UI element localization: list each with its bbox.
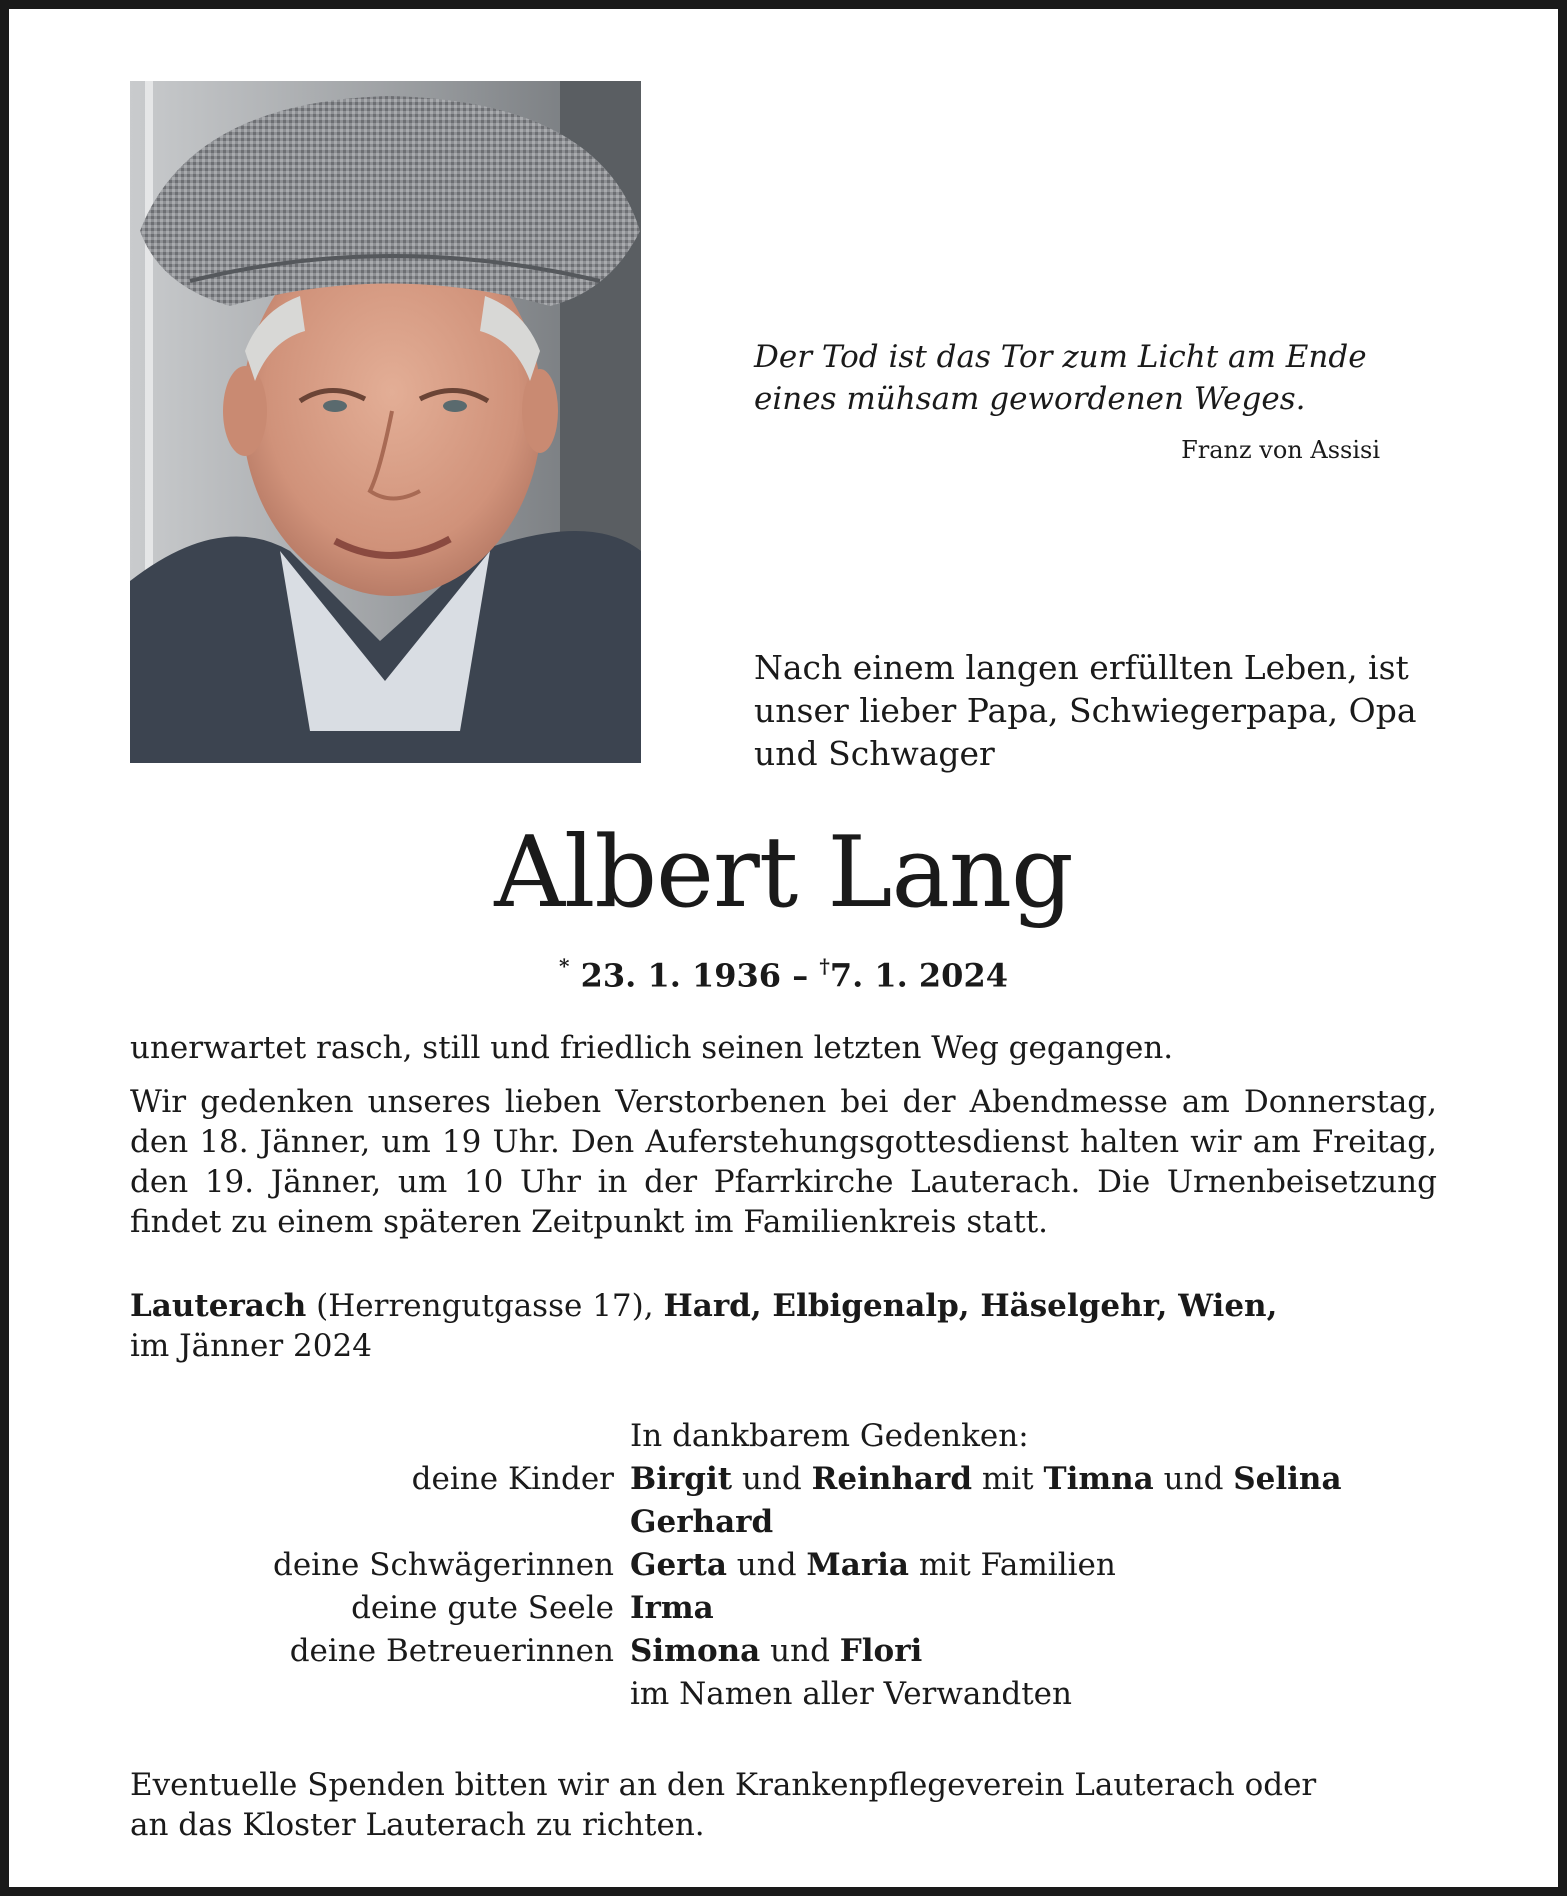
quote (754, 336, 1394, 420)
carers-names (630, 1630, 1437, 1673)
intro-text (754, 646, 1454, 775)
quote-line-1: Der Tod ist das Tor zum Licht am Ende (754, 339, 1367, 375)
place-main: Lauterach (130, 1288, 307, 1324)
place-date: im Jänner 2024 (130, 1328, 372, 1364)
soul-row (130, 1587, 1437, 1630)
birth-symbol: * (559, 954, 570, 978)
carers-label: deine Betreuerinnen (289, 1633, 614, 1669)
conjunction: und (732, 1461, 812, 1497)
sisters-row (130, 1544, 1437, 1587)
conjunction: und (760, 1633, 840, 1669)
places-other: Hard, Elbigenalp, Häselgehr, Wien, (663, 1288, 1278, 1324)
soul-name: Irma (630, 1590, 714, 1626)
intro-line-3: und Schwager (754, 734, 995, 773)
service-details: Wir gedenken unseres lieben Verstorbenen bei der Abendmesse am Donnerstag, den 18. Jänner, um 19 Uhr. Den Auferstehungsgottesdienst halten wir am Freitag, den 19. Jänner, um 10 Uhr in der Pfarrkirche Lauterach. Die Urnenbeisetzung findet zu einem späteren Zeitpunkt im Familienkreis statt. (130, 1084, 1437, 1240)
passing-text: unerwartet rasch, still und friedlich seinen letzten Weg gegangen. (130, 1030, 1174, 1066)
birth-date: 23. 1. 1936 (580, 956, 782, 995)
donation-note (130, 1765, 1437, 1845)
quote-author: Franz von Assisi (1181, 436, 1380, 464)
deceased-name: Albert Lang (494, 816, 1073, 930)
death-symbol: † (819, 954, 830, 978)
children-label: deine Kinder (411, 1461, 614, 1497)
children-names (630, 1458, 1437, 1501)
conjunction: und (1153, 1461, 1234, 1497)
carers-row (130, 1630, 1437, 1673)
children-row (130, 1458, 1437, 1501)
soul-label: deine gute Seele (351, 1590, 614, 1626)
child-name: Gerhard (630, 1504, 774, 1540)
child-name: Birgit (630, 1461, 733, 1497)
child-partner-name: Reinhard (811, 1461, 973, 1497)
conjunction: mit (972, 1461, 1044, 1497)
carer-name: Flori (839, 1633, 923, 1669)
portrait-photo (130, 81, 641, 763)
quote-line-2: eines mühsam gewordenen Weges. (754, 381, 1306, 417)
place-and-date (130, 1286, 1437, 1366)
conjunction: und (726, 1547, 807, 1583)
sister-name: Gerta (630, 1547, 727, 1583)
relatives-row (130, 1673, 1437, 1716)
mourners-heading-row (130, 1415, 1437, 1458)
donation-line-2: an das Kloster Lauterach zu richten. (130, 1807, 705, 1843)
date-separator: – (792, 956, 809, 995)
death-date: 7. 1. 2024 (829, 956, 1008, 995)
places-line (130, 1286, 1437, 1326)
intro-line-2: unser lieber Papa, Schwiegerpapa, Opa (754, 691, 1417, 730)
intro-line-1: Nach einem langen erfüllten Leben, ist (754, 648, 1409, 687)
sister-name: Maria (806, 1547, 910, 1583)
life-dates (0, 948, 1567, 996)
relatives-text: im Namen aller Verwandten (630, 1676, 1072, 1712)
portrait-illustration (130, 81, 641, 763)
children-row-2 (130, 1501, 1437, 1544)
mourners-list (130, 1415, 1437, 1716)
place-address: (Herrengutgasse 17), (306, 1288, 664, 1324)
sisters-suffix: mit Familien (909, 1547, 1116, 1583)
grandchild-name: Selina (1233, 1461, 1342, 1497)
grandchild-name: Timna (1043, 1461, 1154, 1497)
sisters-names (630, 1544, 1437, 1587)
sisters-label: deine Schwägerinnen (272, 1547, 614, 1583)
mourners-heading: In dankbarem Gedenken: (630, 1418, 1029, 1454)
donation-line-1: Eventuelle Spenden bitten wir an den Krankenpflegeverein Lauterach oder (130, 1767, 1317, 1803)
carer-name: Simona (630, 1633, 761, 1669)
